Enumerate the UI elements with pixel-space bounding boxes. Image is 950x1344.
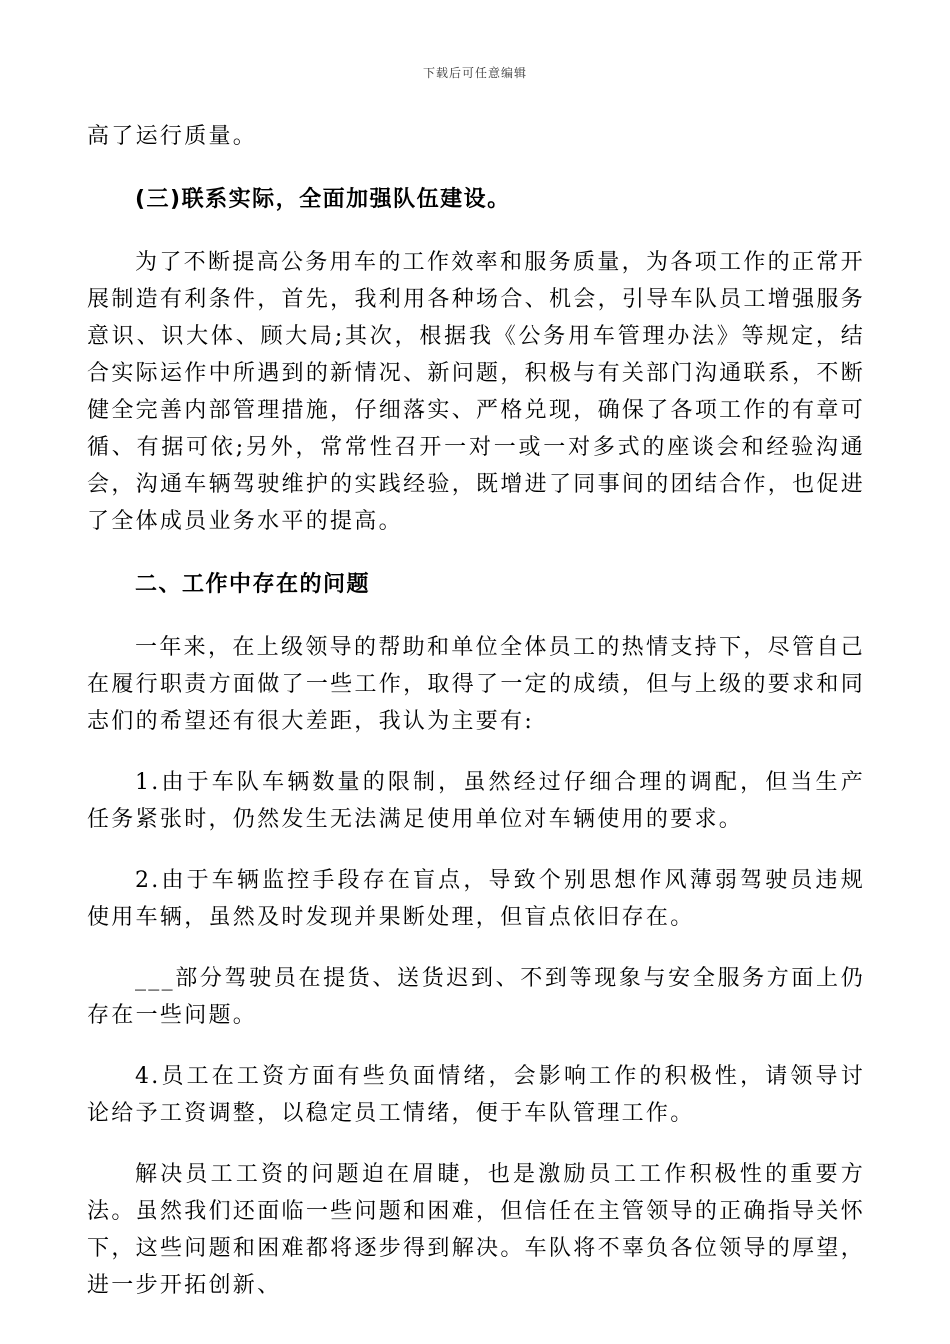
paragraph-conclusion: 解决员工工资的问题迫在眉睫，也是激励员工工作积极性的重要方法。虽然我们还面临一些问题和困难，但信任在主管领导的正确指导关怀下，这些问题和困难都将逐步得到解决。车队将不辜负各位领导的厚望，进一步开拓创新、: [87, 1162, 865, 1298]
list-item-problem-4: 4.员工在工资方面有些负面情绪，会影响工作的积极性，请领导讨论给予工资调整，以稳定员工情绪，便于车队管理工作。: [87, 1064, 865, 1126]
header-note: 下载后可任意编辑: [422, 66, 527, 80]
section-heading-team-building: (三)联系实际，全面加强队伍建设。: [135, 187, 511, 212]
list-item-problem-3: ___部分驾驶员在提货、送货迟到、不到等现象与安全服务方面上仍存在一些问题。: [87, 966, 865, 1028]
list-item-problem-1: 1.由于车队车辆数量的限制，虽然经过仔细合理的调配，但当生产任务紧张时，仍然发生无法满足使用单位对车辆使用的要求。: [87, 770, 865, 832]
document-body: [87, 118, 865, 1304]
section-heading-problems: 二、工作中存在的问题: [135, 572, 371, 597]
list-item-problem-2: 2.由于车辆监控手段存在盲点，导致个别思想作风薄弱驾驶员违规使用车辆，虽然及时发现并果断处理，但盲点依旧存在。: [87, 868, 865, 930]
paragraph-problems-intro: 一年来，在上级领导的帮助和单位全体员工的热情支持下，尽管自己在履行职责方面做了一些工作，取得了一定的成绩，但与上级的要求和同志们的希望还有很大差距，我认为主要有:: [87, 635, 865, 734]
paragraph-continuation: 高了运行质量。: [87, 124, 258, 149]
paragraph-team-building: 为了不断提高公务用车的工作效率和服务质量，为各项工作的正常开展制造有利条件，首先，我利用各种场合、机会，引导车队员工增强服务意识、识大体、顾大局;其次，根据我《公务用车管理办法》等规定，结合实际运作中所遇到的新情况、新问题，积极与有关部门沟通联系，不断健全完善内部管理措施，仔细落实、严格兑现，确保了各项工作的有章可循、有据可依;另外，常常性召开一对一或一对多式的座谈会和经验沟通会，沟通车辆驾驶维护的实践经验，既增进了同事间的团结合作，也促进了全体成员业务水平的提高。: [87, 250, 865, 534]
